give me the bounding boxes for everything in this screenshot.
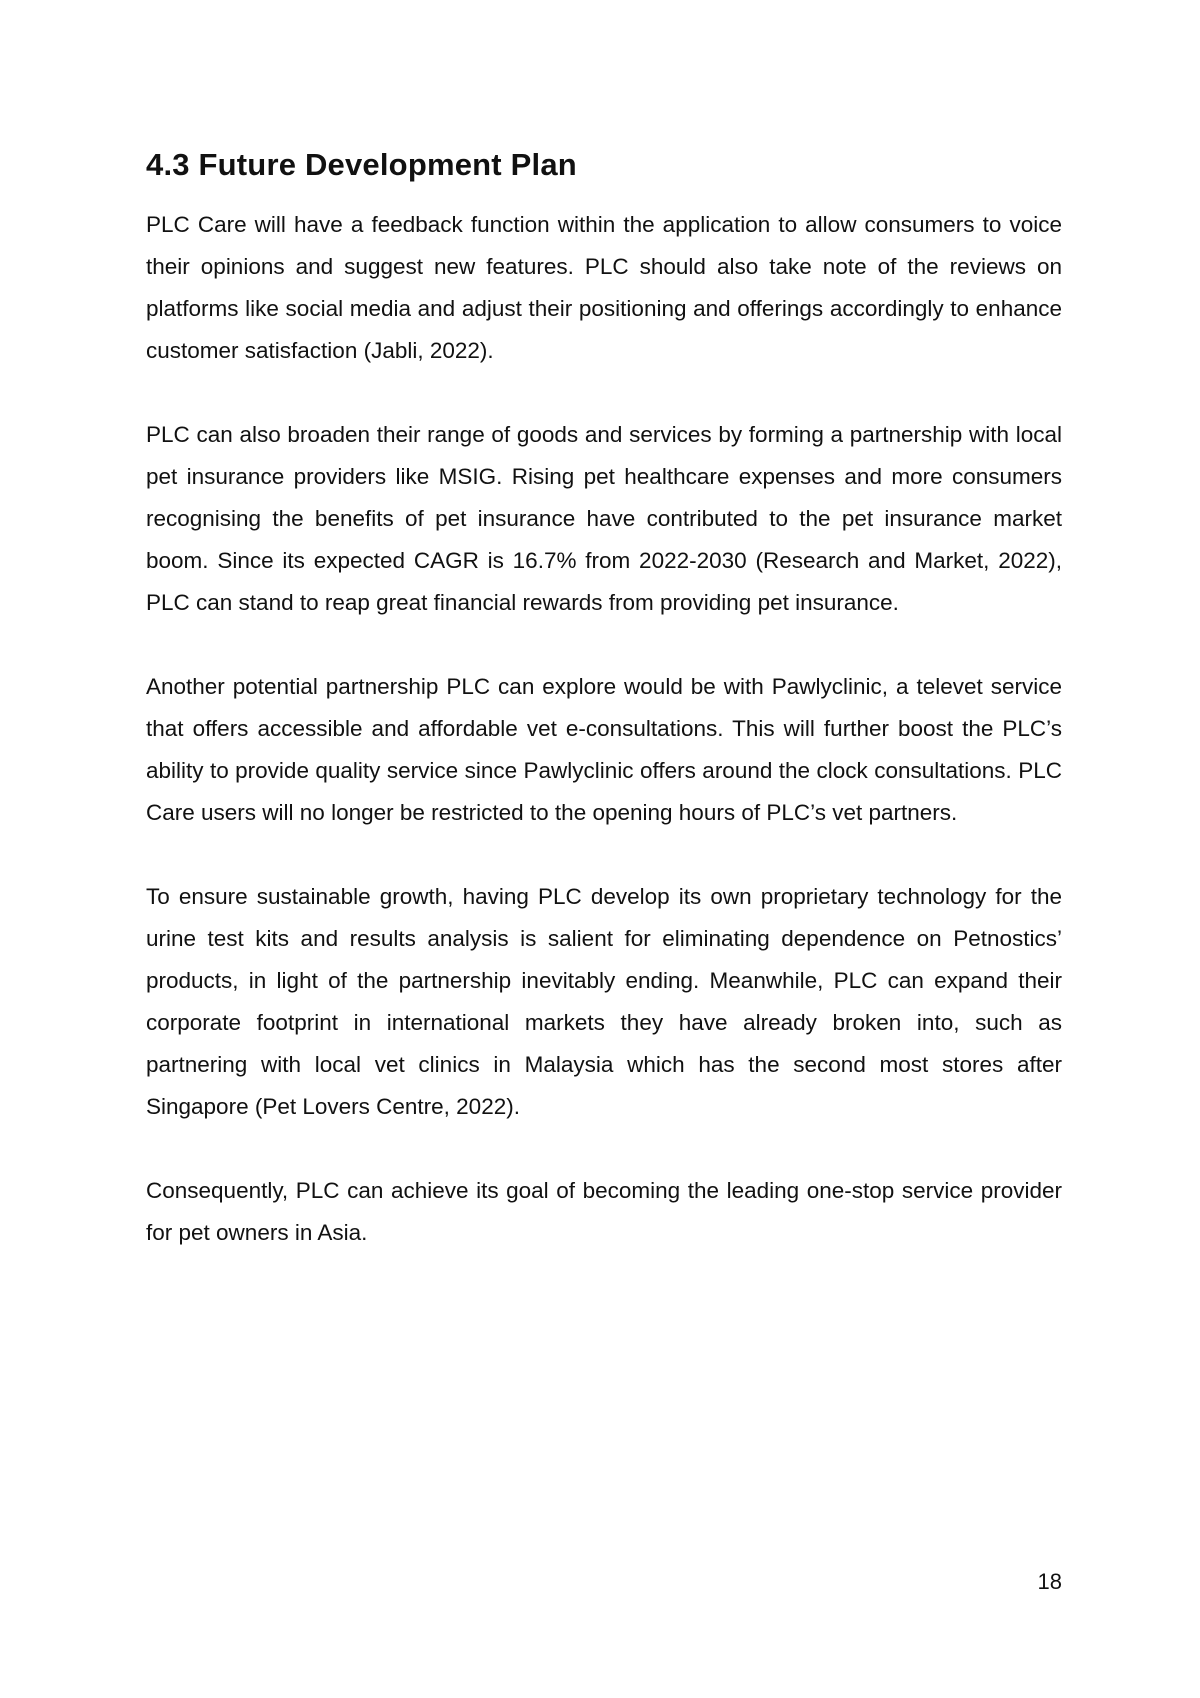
paragraph-pet-insurance: PLC can also broaden their range of goods and services by forming a partnership with local pet insurance providers like MSIG. Rising pet healthcare expenses and more consumers recognising the benefits of pet insurance have contributed to the pet insurance market boom. Since its expected CAGR is 16.7% from 2022-2030 (Research and Market, 2022), PLC can stand to reap great financial rewards from providing pet insurance. [146,422,1062,615]
page-number: 18 [1037,1569,1062,1594]
section-heading: 4.3 Future Development Plan [146,147,577,182]
paragraph-conclusion: Consequently, PLC can achieve its goal of becoming the leading one-stop service provider for pet owners in Asia. [146,1178,1062,1245]
paragraph-sustainable-growth: To ensure sustainable growth, having PLC develop its own proprietary technology for the urine test kits and results analysis is salient for eliminating dependence on Petnostics’ products, in light of the partnership inevitably ending. Meanwhile, PLC can expand their corporate footprint in international markets they have already broken into, such as partnering with local vet clinics in Malaysia which has the second most stores after Singapore (Pet Lovers Centre, 2022). [146,884,1062,1119]
paragraph-pawlyclinic-partnership: Another potential partnership PLC can explore would be with Pawlyclinic, a televet service that offers accessible and affordable vet e-consultations. This will further boost the PLC’s ability to provide quality service since Pawlyclinic offers around the clock consultations. PLC Care users will no longer be restricted to the opening hours of PLC’s vet partners. [146,674,1062,825]
page-content [146,146,1062,1254]
paragraph-feedback-function: PLC Care will have a feedback function within the application to allow consumers to voice their opinions and suggest new features. PLC should also take note of the reviews on platforms like social media and adjust their positioning and offerings accordingly to enhance customer satisfaction (Jabli, 2022). [146,212,1062,363]
